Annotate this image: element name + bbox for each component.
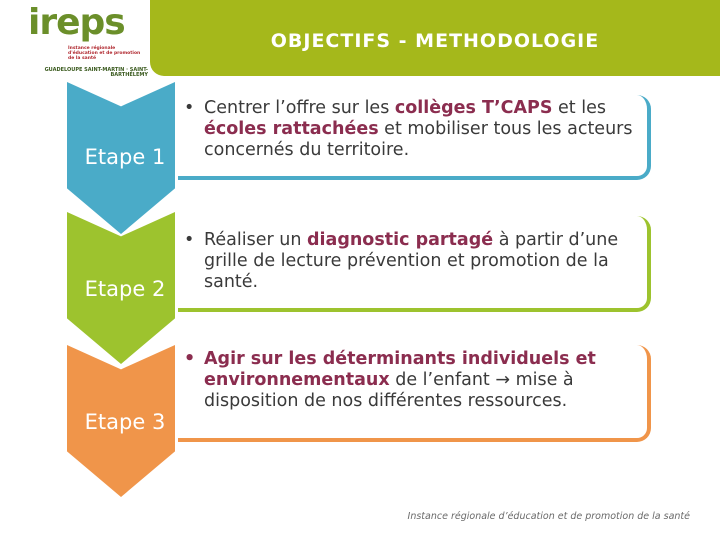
step-2-label: Etape 2: [84, 277, 166, 301]
logo-region: GUADELOUPE SAINT-MARTIN · SAINT-BARTHÉLEMY: [44, 67, 148, 78]
step-1-label: Etape 1: [84, 145, 166, 169]
text-segment: et les: [552, 98, 606, 118]
highlight-determinants: Agir sur les déterminants individuels et environnementaux: [204, 349, 596, 390]
highlight-colleges: collèges T’CAPS: [394, 98, 553, 118]
text-segment: à partir d’une grille de lecture prévention et promotion de la santé.: [204, 230, 619, 292]
highlight-diagnostic: diagnostic partagé: [306, 230, 494, 250]
step-3-item: [184, 349, 644, 412]
bullet: •: [184, 230, 195, 250]
text-segment: de l’enfant → mise à disposition de nos différentes ressources.: [204, 370, 574, 411]
text-segment: et mobiliser tous les acteurs concernés du territoire.: [204, 119, 633, 160]
step-2-box: [178, 216, 651, 312]
title-bar: [150, 0, 720, 76]
step-1-item: [184, 98, 644, 161]
highlight-ecoles: écoles rattachées: [204, 119, 379, 139]
logo-tagline: Instance régionale d'éducation et de promotion de la santé: [68, 46, 141, 61]
bullet: •: [184, 98, 195, 118]
step-2-text: [184, 230, 644, 293]
text-segment: Centrer l’offre sur les: [204, 98, 395, 118]
step-2-item: [184, 230, 644, 293]
step-3-box: [178, 345, 651, 442]
step-3-text: [184, 349, 644, 412]
footer-text: Instance régionale d’éducation et de promotion de la santé: [407, 511, 690, 522]
logo-wordmark: ireps: [28, 2, 125, 43]
text-segment: Réaliser un: [204, 230, 307, 250]
ireps-logo: [24, 2, 148, 78]
page-title: OBJECTIFS - METHODOLOGIE: [270, 30, 600, 52]
step-3-label: Etape 3: [84, 410, 166, 434]
step-1-text: [184, 98, 644, 161]
step-1-box: [178, 95, 651, 180]
bullet: •: [184, 349, 196, 369]
